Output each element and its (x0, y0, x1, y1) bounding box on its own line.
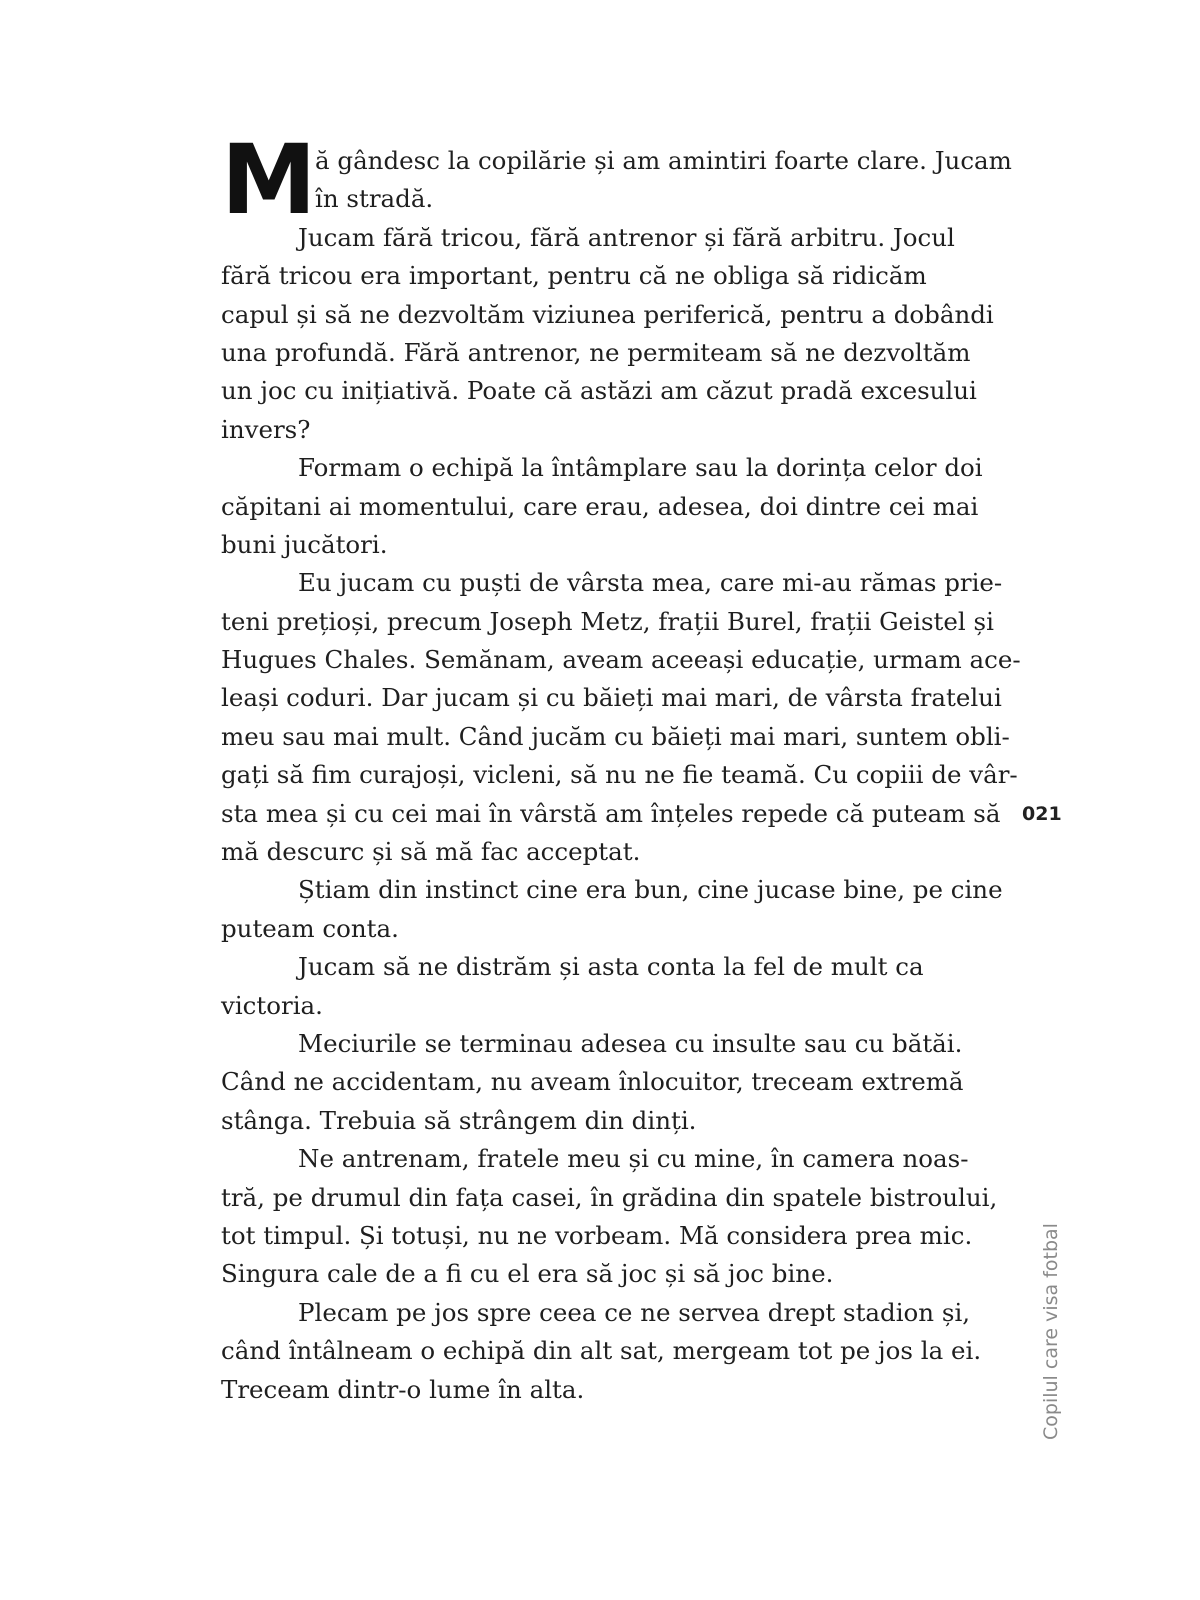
text-line: buni jucători. (221, 529, 388, 559)
text-line: Treceam dintr-o lume în alta. (221, 1374, 585, 1404)
text-line: leași coduri. Dar jucam și cu băieți mai mari, de vârsta fratelui (221, 683, 1002, 713)
text-line: stânga. Trebuia să strângem din dinți. (221, 1105, 697, 1135)
text-line: puteam conta. (221, 913, 399, 943)
text-line: Singura cale de a fi cu el era să joc și să joc bine. (221, 1259, 834, 1289)
text-line: Meciurile se terminau adesea cu insulte sau cu bătăi. (298, 1029, 963, 1058)
opening-paragraph (315, 142, 1012, 219)
drop-cap: M (221, 124, 313, 236)
text-line: victoria. (221, 990, 323, 1020)
text-line: mă descurc și să mă fac acceptat. (221, 837, 641, 867)
body-text (221, 219, 1021, 1409)
text-line: un joc cu inițiativă. Poate că astăzi am căzut pradă excesului (221, 376, 977, 406)
paragraph (221, 871, 1003, 948)
text-line: Plecam pe jos spre ceea ce ne servea drept stadion și, (298, 1297, 971, 1327)
text-line: când întâlneam o echipă din alt sat, mergeam tot pe jos la ei. (221, 1336, 982, 1366)
text-line: Eu jucam cu puști de vârsta mea, care mi-au rămas prie- (298, 568, 1003, 598)
paragraph (221, 948, 991, 1025)
text-line: Când ne accidentam, nu aveam înlocuitor, treceam extremă (221, 1067, 964, 1097)
text-line: Formam o echipă la întâmplare sau la dorința celor doi (298, 453, 983, 483)
text-line: gați să fim curajoși, vicleni, să nu ne fie teamă. Cu copiii de vâr- (221, 760, 1018, 790)
page-number: 021 (1022, 803, 1062, 825)
text-line: sta mea și cu cei mai în vârstă am înțeles repede că puteam să (221, 798, 1001, 828)
paragraph (221, 564, 1021, 871)
text-line: căpitani ai momentului, care erau, adesea, doi dintre cei mai (221, 491, 979, 521)
text-line: Știam din instinct cine era bun, cine jucase bine, pe cine (298, 875, 1003, 905)
text-line: tot timpul. Și totuși, nu ne vorbeam. Mă considera prea mic. (221, 1220, 973, 1250)
paragraph (221, 1140, 998, 1294)
paragraph (221, 219, 994, 449)
paragraph (221, 1025, 991, 1140)
text-line: teni prețioși, precum Joseph Metz, frații Burel, frații Geistel și (221, 606, 994, 636)
text-line: ă gândesc la copilărie și am amintiri foarte clare. Jucam (315, 146, 1012, 175)
text-line: capul și să ne dezvoltăm viziunea periferică, pentru a dobândi (221, 299, 994, 329)
text-line: Hugues Chales. Semănam, aveam aceeași educație, urmam ace- (221, 645, 1021, 675)
text-line: meu sau mai mult. Când jucăm cu băieți mai mari, suntem obli- (221, 721, 1010, 751)
text-line: Ne antrenam, fratele meu și cu mine, în camera noas- (298, 1144, 969, 1174)
text-line: Jucam să ne distrăm și asta conta la fel de mult ca (298, 952, 924, 982)
text-line: fără tricou era important, pentru că ne obliga să ridicăm (221, 261, 927, 291)
paragraph (221, 449, 991, 564)
paragraph (221, 1294, 991, 1409)
text-line: Jucam fără tricou, fără antrenor și fără arbitru. Jocul (298, 222, 955, 252)
text-line: invers? (221, 414, 311, 444)
running-title: Copilul care visa fotbal (1040, 1223, 1062, 1440)
text-line: una profundă. Fără antrenor, ne permiteam să ne dezvoltăm (221, 337, 971, 367)
text-line: tră, pe drumul din fața casei, în grădina din spatele bistroului, (221, 1182, 998, 1212)
text-line: în stradă. (315, 184, 434, 214)
